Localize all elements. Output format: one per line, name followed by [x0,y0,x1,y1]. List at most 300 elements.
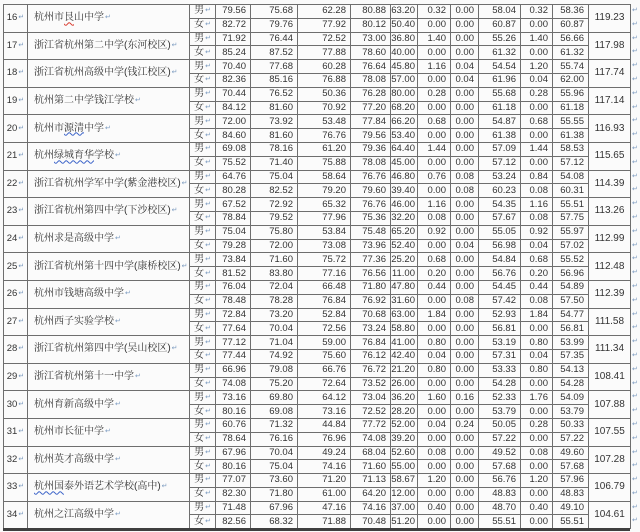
end-of-cell-mark: ↵ [205,504,211,512]
score-cell: 45.00 [391,156,418,170]
gender-label: 女 [194,488,205,500]
school-name-cell [28,391,190,419]
score-cell: 77.12 [216,336,251,350]
score-cell: 0.00 [418,73,451,87]
score-cell: 71.80 [351,280,391,294]
end-of-row-mark: ↵ [632,7,638,14]
score-cell: 1.20 [418,474,451,488]
score-cell: 81.60 [251,101,298,115]
score-cell: 63.20 [391,5,418,19]
school-name-cell [28,280,190,308]
score-cell: 36.20 [391,391,418,405]
score-cell: 0.84 [521,170,553,184]
spellcheck-marked-text: 艮 [64,12,74,24]
end-of-cell-mark: ↵ [205,366,211,374]
score-cell: 0.00 [521,156,553,170]
score-cell: 47.16 [298,501,351,515]
score-cell: 0.00 [451,515,479,529]
gender-cell-female [190,73,216,87]
table-row-male [4,336,631,350]
gender-cell-female [190,184,216,198]
score-cell: 50.40 [391,18,418,32]
score-cell: 75.60 [298,349,351,363]
score-cell: 73.96 [351,239,391,253]
score-cell: 76.96 [298,432,351,446]
score-cell: 67.52 [216,198,251,212]
score-cell: 1.16 [418,60,451,74]
row-number [4,308,28,336]
gender-cell-male [190,474,216,488]
score-cell: 32.20 [391,211,418,225]
school-name-text: 杭州第二中学钱江学校 [34,95,134,107]
score-cell: 66.48 [298,280,351,294]
score-cell: 54.13 [553,363,589,377]
table-row-male [4,60,631,74]
score-cell: 44.84 [298,418,351,432]
end-of-row-mark: ↵ [632,296,638,304]
table-row-male [4,142,631,156]
row-number-text: 16 [6,12,18,24]
score-cell: 52.84 [298,308,351,322]
score-cell: 55.55 [553,115,589,129]
score-cell: 1.60 [418,391,451,405]
score-cell: 53.24 [479,170,521,184]
school-name-cell [28,115,190,143]
score-cell: 55.51 [479,515,521,529]
score-cell: 57.02 [553,239,589,253]
table-row-male [4,225,631,239]
row-number [4,391,28,419]
score-cell: 57.12 [553,156,589,170]
end-of-cell-mark: ↵ [115,510,121,518]
score-cell: 0.00 [418,460,451,474]
score-cell: 82.72 [216,18,251,32]
score-cell: 1.40 [418,32,451,46]
score-cell: 52.93 [479,308,521,322]
score-cell: 0.00 [418,487,451,501]
table-row-male [4,501,631,515]
score-cell: 79.60 [351,184,391,198]
school-name-cell [28,225,190,253]
end-of-cell-mark: ↵ [115,235,121,243]
score-cell: 79.08 [251,363,298,377]
end-of-cell-mark: ↵ [135,97,141,105]
score-cell: 78.16 [251,142,298,156]
score-cell: 56.96 [553,267,589,281]
score-cell: 58.80 [391,322,418,336]
score-cell: 76.76 [351,170,391,184]
score-cell: 0.00 [521,405,553,419]
table-row-male [4,363,631,377]
score-cell: 68.32 [251,515,298,529]
score-cell: 79.56 [216,5,251,19]
score-cell: 60.87 [479,18,521,32]
school-name-text: 杭州市 [34,12,64,24]
end-of-row-mark: ↵ [632,62,638,70]
gender-cell-female [190,487,216,501]
end-of-cell-mark: ↵ [205,159,211,167]
score-cell: 76.64 [351,60,391,74]
score-cell: 77.92 [298,18,351,32]
end-of-row-mark: ↵ [632,489,638,497]
total-score-cell: 117.98 [589,32,631,60]
gender-cell-female [190,18,216,32]
gender-cell-female [190,405,216,419]
score-cell: 54.28 [553,377,589,391]
score-cell: 39.40 [391,184,418,198]
end-of-cell-mark: ↵ [205,117,211,125]
end-of-row-mark: ↵ [632,393,638,401]
end-of-row-mark: ↵ [632,75,638,83]
table-row-male [4,87,631,101]
end-of-cell-mark: ↵ [205,517,211,525]
score-cell: 73.84 [216,253,251,267]
end-of-row-mark: ↵ [632,34,638,42]
score-cell: 55.05 [479,225,521,239]
score-cell: 58.04 [479,5,521,19]
score-cell: 68.20 [391,101,418,115]
score-cell: 63.00 [391,308,418,322]
score-cell: 0.00 [451,198,479,212]
score-cell: 50.36 [298,87,351,101]
score-cell: 85.16 [251,73,298,87]
end-of-cell-mark: ↵ [205,421,211,429]
end-of-row-mark: ↵ [632,503,638,511]
gender-label: 男 [194,253,205,265]
end-of-cell-mark: ↵ [18,235,25,243]
gender-label: 男 [194,391,205,403]
score-cell: 84.60 [216,129,251,143]
school-name-cell [28,5,190,33]
end-of-row-mark: ↵ [632,20,638,28]
score-cell: 53.40 [391,129,418,143]
score-cell: 82.30 [216,487,251,501]
score-cell: 0.44 [521,280,553,294]
score-cell: 48.70 [479,501,521,515]
grammar-marked-text: 源清 [64,122,84,134]
score-cell: 0.00 [418,515,451,529]
score-cell: 62.00 [553,73,589,87]
score-cell: 57.31 [479,349,521,363]
score-cell: 85.24 [216,46,251,60]
gender-cell-male [190,253,216,267]
score-cell: 57.67 [479,211,521,225]
score-cell: 66.96 [216,363,251,377]
score-cell: 0.00 [521,101,553,115]
gender-cell-male [190,170,216,184]
score-cell: 67.96 [251,501,298,515]
score-cell: 80.16 [216,405,251,419]
gender-cell-male [190,5,216,19]
gender-label: 女 [194,295,205,307]
end-of-cell-mark: ↵ [115,152,121,160]
gender-cell-female [190,515,216,529]
score-cell: 0.00 [418,156,451,170]
end-of-cell-mark: ↵ [205,48,211,56]
school-name-text: 泰外语艺术学校(高中) [64,481,161,493]
score-cell: 70.40 [216,60,251,74]
total-score-cell: 117.74 [589,60,631,88]
gender-cell-male [190,501,216,515]
score-cell: 71.13 [351,474,391,488]
school-name-cell [28,60,190,88]
score-cell: 0.76 [418,170,451,184]
score-cell: 1.40 [521,32,553,46]
score-cell: 0.00 [451,253,479,267]
score-cell: 55.96 [553,87,589,101]
school-name-text: 学校 [94,150,114,162]
score-cell: 0.08 [451,294,479,308]
gender-label: 女 [194,350,205,362]
score-cell: 60.87 [553,18,589,32]
end-of-cell-mark: ↵ [205,352,211,360]
total-score-cell: 115.65 [589,142,631,170]
score-cell: 0.00 [418,46,451,60]
row-end-marks-gutter [632,4,640,528]
score-cell: 0.00 [521,46,553,60]
end-of-cell-mark: ↵ [205,407,211,415]
total-score-cell: 111.58 [589,308,631,336]
score-cell: 61.38 [479,129,521,143]
total-score-cell: 107.88 [589,391,631,419]
table-row-male [4,32,631,46]
gender-label: 女 [194,74,205,86]
score-cell: 1.20 [521,474,553,488]
gender-label: 女 [194,129,205,141]
score-cell: 78.48 [216,294,251,308]
gender-label: 女 [194,239,205,251]
row-number-text: 29 [6,371,18,383]
score-cell: 80.00 [391,87,418,101]
end-of-cell-mark: ↵ [171,345,178,353]
school-name-text: 中学 [84,122,104,134]
end-of-row-mark: ↵ [632,172,638,180]
end-of-cell-mark: ↵ [105,124,111,132]
gender-cell-male [190,446,216,460]
score-cell: 0.00 [451,115,479,129]
score-cell: 55.52 [553,253,589,267]
score-cell: 70.04 [251,322,298,336]
row-number-text: 28 [6,343,18,355]
end-of-cell-mark: ↵ [105,428,111,436]
end-of-cell-mark: ↵ [18,290,25,298]
score-cell: 0.00 [418,432,451,446]
score-cell: 0.00 [451,460,479,474]
score-cell: 55.97 [553,225,589,239]
score-cell: 52.33 [479,391,521,405]
score-cell: 31.60 [391,294,418,308]
score-cell: 71.40 [251,156,298,170]
end-of-row-mark: ↵ [632,241,638,249]
gender-label: 男 [194,308,205,320]
score-cell: 55.51 [553,198,589,212]
end-of-row-mark: ↵ [632,517,638,525]
end-of-cell-mark: ↵ [18,483,25,491]
score-cell: 79.52 [251,211,298,225]
score-cell: 12.00 [391,487,418,501]
score-cell: 79.36 [351,142,391,156]
gender-cell-male [190,336,216,350]
score-cell: 75.52 [216,156,251,170]
table-row-male [4,280,631,294]
end-of-cell-mark: ↵ [205,21,211,29]
table-row-male [4,446,631,460]
score-cell: 76.84 [351,336,391,350]
school-name-cell [28,170,190,198]
score-cell: 76.16 [251,432,298,446]
score-cell: 0.00 [451,18,479,32]
gender-cell-female [190,377,216,391]
row-number-text: 24 [6,233,18,245]
school-name-text: 浙江省杭州高级中学(钱江校区) [34,67,171,79]
score-cell: 0.08 [418,211,451,225]
row-number-text: 18 [6,67,18,79]
score-cell: 76.84 [298,294,351,308]
school-name-text: 杭州西子实验学校 [34,315,114,327]
row-number-text: 32 [6,453,18,465]
score-cell: 0.00 [418,184,451,198]
gender-label: 女 [194,460,205,472]
school-name-text: 浙江省杭州学军中学(紫金港校区) [34,177,181,189]
gender-cell-male [190,363,216,377]
score-cell: 57.68 [479,460,521,474]
end-of-cell-mark: ↵ [205,269,211,277]
score-cell: 60.23 [479,184,521,198]
score-cell: 0.00 [418,405,451,419]
gender-cell-male [190,142,216,156]
score-cell: 82.36 [216,73,251,87]
score-cell: 0.00 [451,156,479,170]
end-of-cell-mark: ↵ [205,103,211,111]
score-cell: 0.68 [418,115,451,129]
row-number [4,225,28,253]
score-cell: 73.52 [351,377,391,391]
score-cell: 69.80 [251,391,298,405]
end-of-cell-mark: ↵ [18,14,25,22]
row-number [4,142,28,170]
total-score-cell: 106.79 [589,474,631,502]
score-cell: 78.60 [351,46,391,60]
gender-label: 女 [194,46,205,58]
school-name-text: 杭州市长征中学 [34,426,104,438]
score-cell: 51.20 [391,515,418,529]
score-cell: 0.00 [451,267,479,281]
end-of-cell-mark: ↵ [18,69,25,77]
end-of-cell-mark: ↵ [205,297,211,305]
score-cell: 0.00 [451,280,479,294]
total-score-cell: 108.41 [589,363,631,391]
table-row-male [4,418,631,432]
score-cell: 61.00 [298,487,351,501]
school-name-text: 杭州市 [34,122,64,134]
score-cell: 76.44 [251,32,298,46]
grammar-marked-text: 杭州国 [34,481,64,493]
score-cell: 1.44 [521,142,553,156]
school-name-cell [28,87,190,115]
score-cell: 0.00 [451,211,479,225]
score-cell: 75.20 [251,377,298,391]
score-cell: 76.72 [351,363,391,377]
score-cell: 53.79 [479,405,521,419]
score-cell: 75.36 [351,211,391,225]
gender-label: 男 [194,446,205,458]
score-cell: 78.64 [216,432,251,446]
school-name-cell [28,142,190,170]
gender-label: 男 [194,336,205,348]
score-cell: 55.00 [391,460,418,474]
score-cell: 75.72 [298,253,351,267]
end-of-row-mark: ↵ [632,117,638,125]
end-of-cell-mark: ↵ [161,483,168,491]
gender-label: 男 [194,143,205,155]
score-cell: 76.76 [298,129,351,143]
row-number-text: 21 [6,150,18,162]
score-cell: 70.48 [351,515,391,529]
score-cell: 54.77 [553,308,589,322]
score-cell: 78.08 [351,156,391,170]
end-of-cell-mark: ↵ [125,290,131,298]
score-cell: 70.68 [351,308,391,322]
score-cell: 76.28 [351,87,391,101]
gender-cell-female [190,432,216,446]
row-number-text: 33 [6,481,18,493]
score-cell: 26.00 [391,377,418,391]
gender-label: 男 [194,5,205,17]
end-of-cell-mark: ↵ [205,338,211,346]
end-of-row-mark: ↵ [632,103,638,111]
end-of-cell-mark: ↵ [105,14,111,22]
score-cell: 46.80 [391,170,418,184]
score-cell: 52.40 [391,239,418,253]
gender-label: 男 [194,60,205,72]
end-of-cell-mark: ↵ [18,207,25,215]
school-name-text: 杭州市钱塘高级中学 [34,288,124,300]
score-cell: 41.00 [391,336,418,350]
gender-cell-male [190,225,216,239]
score-cell: 0.32 [521,5,553,19]
score-cell: 77.36 [351,253,391,267]
row-number-text: 22 [6,177,18,189]
score-cell: 0.80 [418,336,451,350]
score-cell: 81.60 [251,129,298,143]
score-cell: 0.28 [418,87,451,101]
score-cell: 64.12 [298,391,351,405]
score-cell: 0.00 [451,501,479,515]
score-cell: 0.00 [418,129,451,143]
score-cell: 37.00 [391,501,418,515]
gender-cell-male [190,32,216,46]
end-of-row-mark: ↵ [632,310,638,318]
score-cell: 74.16 [351,501,391,515]
score-cell: 0.40 [418,501,451,515]
score-cell: 76.76 [351,198,391,212]
score-cell: 70.04 [251,446,298,460]
gender-cell-male [190,418,216,432]
end-of-cell-mark: ↵ [115,400,121,408]
table-row-male [4,5,631,19]
row-number [4,363,28,391]
school-name-text: 浙江省杭州第四中学(下沙校区) [34,205,171,217]
score-cell: 48.83 [553,487,589,501]
score-cell: 56.81 [479,322,521,336]
end-of-cell-mark: ↵ [18,510,25,518]
end-of-row-mark: ↵ [632,144,638,152]
score-cell: 73.16 [216,391,251,405]
row-number [4,170,28,198]
score-cell: 0.20 [521,267,553,281]
score-cell: 54.89 [553,280,589,294]
score-cell: 54.45 [479,280,521,294]
